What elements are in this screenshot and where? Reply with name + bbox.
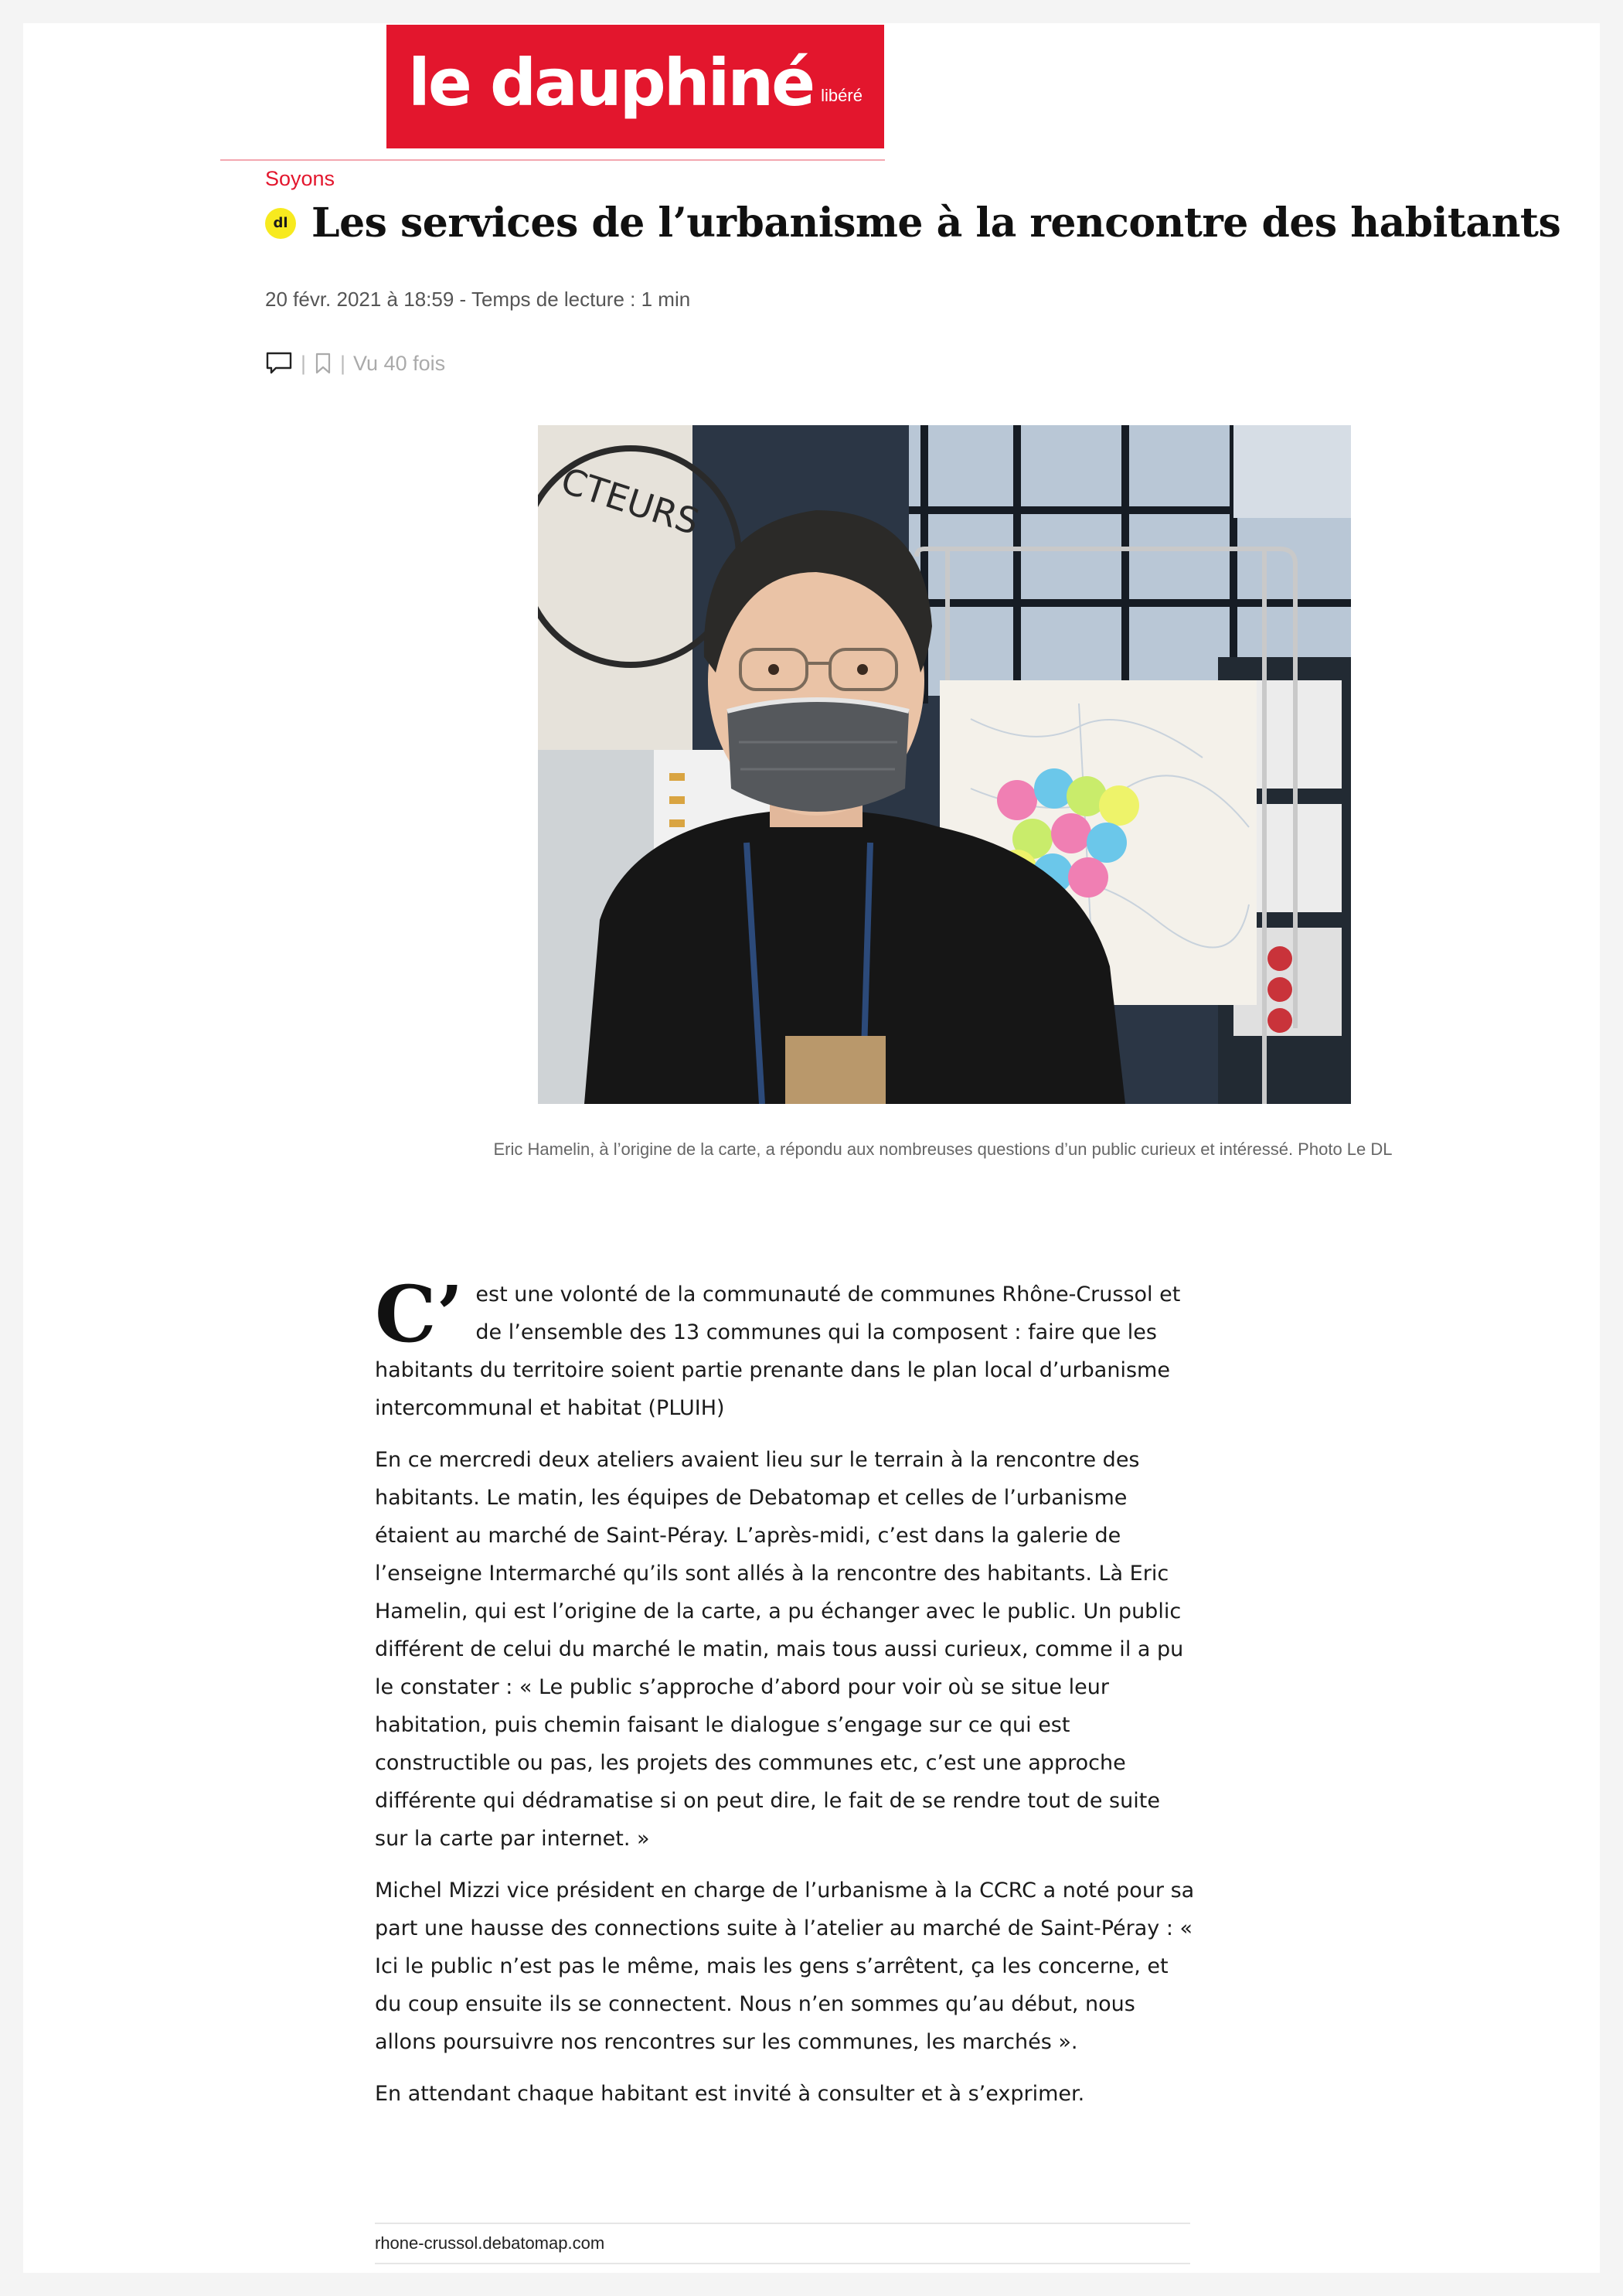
external-link-text[interactable]: rhone-crussol.debatomap.com	[375, 2233, 605, 2253]
dl-badge-icon: dl	[265, 208, 296, 239]
dropcap: C’	[375, 1269, 464, 1360]
action-separator: |	[340, 351, 346, 375]
article-page	[23, 23, 1600, 2273]
article-meta: 20 févr. 2021 à 18:59 - Temps de lecture : 1 min	[265, 288, 691, 311]
site-logo[interactable]	[386, 25, 884, 148]
logo-wordmark: le dauphiné	[408, 45, 814, 121]
photo-sign-text: CTEURS	[556, 459, 705, 543]
view-count: Vu 40 fois	[353, 351, 446, 375]
article-paragraph: En attendant chaque habitant est invité à consulter et à s’exprimer.	[375, 2082, 1085, 2106]
comment-icon[interactable]	[265, 351, 293, 376]
article-paragraph: Michel Mizzi vice président en charge de l’urbanisme à la CCRC a noté pour sa part une hausse des connections suite à l’atelier au marché de Saint-Péray : « Ici le public n’est pas le même, mais les gens s’arrêtent, ça les concerne, et du coup ensuite ils se connectent. Nous n’en sommes qu’au début, nous allons poursuivre nos rencontres sur les communes, les marchés ».	[375, 1879, 1195, 2054]
page-title: Les services de l’urbanisme à la rencontre des habitants	[311, 199, 1561, 247]
article-actions	[265, 351, 445, 376]
article-photo[interactable]	[538, 425, 1351, 1104]
article-body	[375, 1269, 1198, 2127]
external-link[interactable]	[375, 2223, 1190, 2264]
article-paragraph	[375, 1269, 1198, 1427]
article-paragraph: En ce mercredi deux ateliers avaient lieu sur le terrain à la rencontre des habitants. Le matin, les équipes de Debatomap et celles de l’urbanisme étaient au marché de Saint-Péray. L’après-midi, c’est dans la galerie de l’enseigne Intermarché qu’ils sont allés à la rencontre des habitants. Là Eric Hamelin, qui est l’origine de la carte, a pu échanger avec le public. Un public différent de celui du marché le matin, mais tous aussi curieux, comme il a pu le constater : « Le public s’approche d’abord pour voir où se situe leur habitation, puis chemin faisant le dialogue s’engage sur ce qui est constructible ou pas, les projets des communes etc, c’est une approche différente qui dédramatise si on peut dire, le fait de se rendre tout de suite sur la carte par internet. »	[375, 1448, 1184, 1851]
photo-caption: Eric Hamelin, à l’origine de la carte, a répondu aux nombreuses questions d’un public curieux et intéressé. Photo Le DL	[493, 1139, 1393, 1159]
action-separator: |	[301, 351, 307, 375]
paragraph-text: est une volonté de la communauté de communes Rhône-Crussol et de l’ensemble des 13 communes qui la composent : faire que les habitants du territoire soient partie prenante dans le plan local d’urbanisme intercommunal et habitat (PLUIH)	[375, 1283, 1181, 1420]
logo-subtitle: libéré	[821, 86, 863, 105]
section-label[interactable]: Soyons	[265, 167, 335, 190]
title-row	[265, 199, 1560, 247]
bookmark-icon[interactable]	[314, 352, 332, 375]
header-divider	[220, 159, 885, 161]
